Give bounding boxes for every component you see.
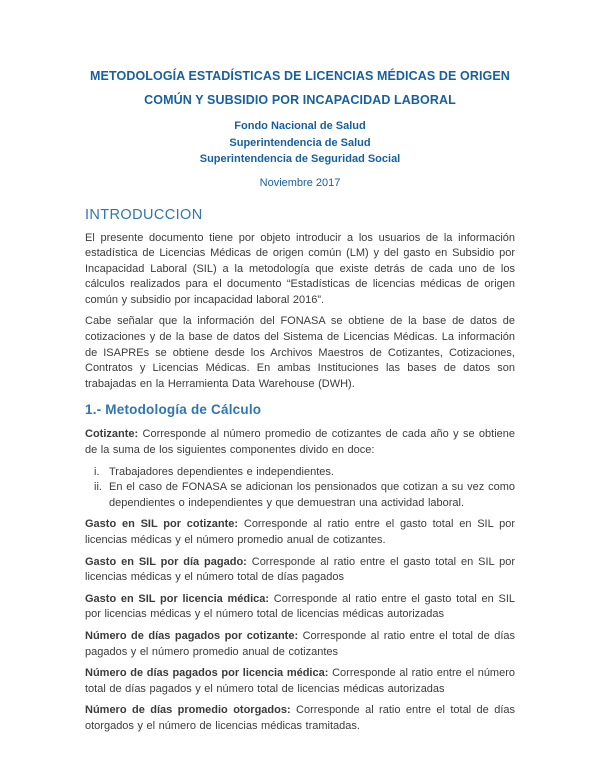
definition-text: Corresponde al ratio entre el gasto total en SIL por licencias médicas y el número promedio anual de cotizantes. (85, 518, 515, 546)
document-title-line-2: COMÚN Y SUBSIDIO POR INCAPACIDAD LABORAL (144, 93, 456, 107)
definition-term: Número de días pagados por licencia médica: (85, 667, 329, 680)
definition-dias-pagados-cotizante (85, 629, 515, 660)
definition-cotizante (85, 427, 515, 458)
definition-gasto-sil-dia-pagado (85, 555, 515, 586)
definition-text: Corresponde al ratio entre el total de días pagados y el número promedio anual de cotizantes (85, 629, 515, 658)
organization-line: Superintendencia de Seguridad Social (199, 153, 401, 165)
document-title-line-1: METODOLOGÍA ESTADÍSTICAS DE LICENCIAS MÉDICAS DE ORIGEN (90, 69, 510, 83)
definition-text: Corresponde al ratio entre el gasto total en SIL por licencias médicas y el número total de días pagados (85, 555, 516, 584)
definition-term: Número de días pagados por cotizante: (85, 629, 299, 642)
document-title (70, 64, 530, 112)
intro-paragraph: El presente documento tiene por objeto introducir a los usuarios de la información estadística de Licencias Médicas de origen común (LM) y del gasto en Subsidio por Incapacidad Laboral (SIL) a la metodología que existe detrás de cada uno de los cálculos realizados para el documento “Estadísticas de licencias médicas de origen común y subsidio por incapacidad laboral 2016”. (85, 231, 515, 306)
list-marker: ii. (94, 481, 102, 494)
cotizante-components-list (85, 465, 515, 512)
definition-gasto-sil-cotizante (85, 517, 515, 548)
organization-line: Fondo Nacional de Salud (234, 120, 366, 132)
definition-text: Corresponde al número promedio de cotizantes de cada año y se obtiene de la suma de los siguientes componentes divido en doce: (85, 428, 515, 457)
definition-term: Cotizante: (85, 428, 139, 441)
document-date: Noviembre 2017 (259, 176, 341, 189)
definition-term: Gasto en SIL por licencia médica: (85, 592, 270, 605)
definition-term: Gasto en SIL por cotizante: (85, 518, 239, 531)
list-item (85, 465, 515, 481)
definition-text: Corresponde al ratio entre el número total de días pagados y el número total de licencias médicas autorizadas (85, 667, 515, 695)
definition-dias-promedio-otorgados (85, 703, 515, 734)
organization-block (85, 118, 515, 168)
definition-term: Número de días promedio otorgados: (85, 704, 291, 717)
definition-text: Corresponde al ratio entre el total de días otorgados y el número de licencias médicas tramitadas. (85, 704, 515, 732)
list-item-text: En el caso de FONASA se adicionan los pensionados que cotizan a su vez como dependientes o independientes y que demuestran una actividad laboral. (109, 481, 515, 509)
intro-heading: INTRODUCCION (85, 206, 203, 223)
methodology-heading: 1.- Metodología de Cálculo (85, 402, 262, 418)
list-marker: i. (94, 465, 100, 478)
list-item-text: Trabajadores dependientes e independientes. (109, 465, 334, 478)
intro-paragraph: Cabe señalar que la información del FONASA se obtiene de la base de datos de cotizaciones y de la base de datos del Sistema de Licencias Médicas. La información de ISAPREs se obtiene desde los Archivos Maestros de Cotizantes, Cotizaciones, Contratos y Licencias Médicas. En ambas Instituciones las bases de datos son trabajadas en la Herramienta Data Warehouse (DWH). (85, 315, 515, 390)
definition-text: Corresponde al ratio entre el gasto total en SIL por licencias médicas y el número total de licencias médicas autorizadas (85, 592, 516, 621)
organization-line: Superintendencia de Salud (229, 136, 371, 149)
list-item (85, 480, 515, 511)
definition-dias-pagados-licencia-medica (85, 666, 515, 697)
definition-gasto-sil-licencia-medica (85, 592, 515, 623)
definition-term: Gasto en SIL por día pagado: (85, 555, 247, 568)
